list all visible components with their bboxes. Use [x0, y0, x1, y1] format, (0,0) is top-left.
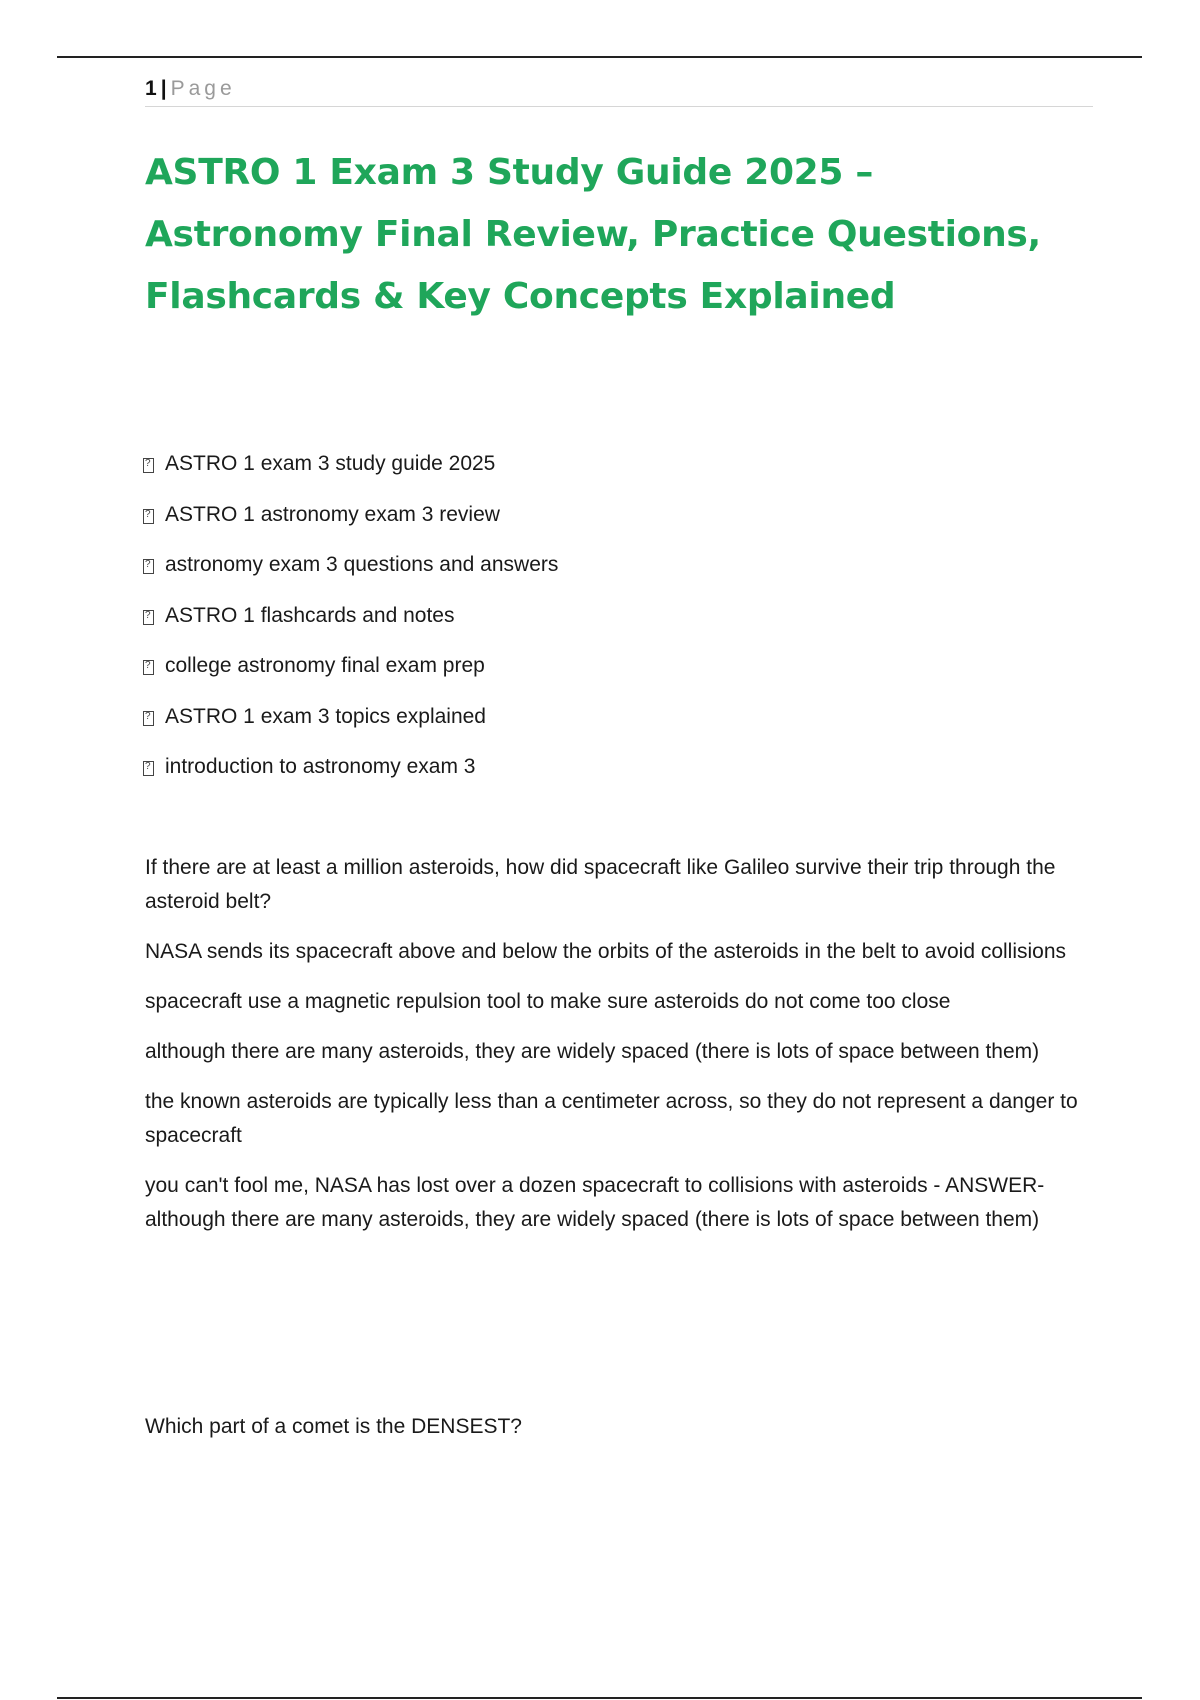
bottom-rule [57, 1697, 1142, 1699]
page-number: 1 [145, 77, 157, 100]
question-text: Which part of a comet is the DENSEST? [145, 1415, 522, 1438]
keyword-item [143, 600, 558, 651]
keyword-item [143, 701, 558, 752]
keyword-text: college astronomy final exam prep [165, 654, 485, 677]
keyword-item [143, 650, 558, 701]
keyword-text: introduction to astronomy exam 3 [165, 755, 476, 778]
keyword-list [143, 448, 558, 802]
answer-option: spacecraft use a magnetic repulsion tool to make sure asteroids do not come too close [145, 990, 951, 1013]
question-text: If there are at least a million asteroids, how did spacecraft like Galileo survive their trip through the asteroid belt? [145, 856, 1056, 913]
keyword-item [143, 499, 558, 550]
keyword-text: ASTRO 1 exam 3 study guide 2025 [165, 452, 496, 475]
page-separator: | [160, 77, 167, 100]
answer-option: NASA sends its spacecraft above and below the orbits of the asteroids in the belt to avoid collisions [145, 940, 1067, 963]
answer-option: you can't fool me, NASA has lost over a dozen spacecraft to collisions with asteroids - ANSWER- although there are many asteroids, they are widely spaced (there is lots of space between them) [145, 1174, 1045, 1231]
keyword-item [143, 751, 558, 802]
keyword-text: astronomy exam 3 questions and answers [165, 553, 559, 576]
missing-glyph-icon [143, 610, 154, 625]
document-title: ASTRO 1 Exam 3 Study Guide 2025 – Astronomy Final Review, Practice Questions, Flashcards & Key Concepts Explained [145, 152, 1041, 317]
answer-option: although there are many asteroids, they are widely spaced (there is lots of space between them) [145, 1040, 1040, 1063]
missing-glyph-icon [143, 458, 154, 473]
keyword-text: ASTRO 1 exam 3 topics explained [165, 704, 486, 728]
keyword-item [143, 549, 558, 600]
answer-option: the known asteroids are typically less than a centimeter across, so they do not represent a danger to spacecraft [145, 1090, 1078, 1147]
keyword-text: ASTRO 1 astronomy exam 3 review [165, 502, 500, 526]
page-label: Page [170, 77, 236, 100]
page-header [145, 72, 1093, 107]
keyword-item [143, 448, 558, 499]
missing-glyph-icon [143, 660, 154, 675]
top-rule [57, 56, 1142, 58]
question-block [145, 851, 1090, 1253]
keyword-text: ASTRO 1 flashcards and notes [165, 603, 455, 627]
missing-glyph-icon [143, 559, 154, 574]
missing-glyph-icon [143, 711, 154, 726]
missing-glyph-icon [143, 509, 154, 524]
missing-glyph-icon [143, 761, 154, 776]
